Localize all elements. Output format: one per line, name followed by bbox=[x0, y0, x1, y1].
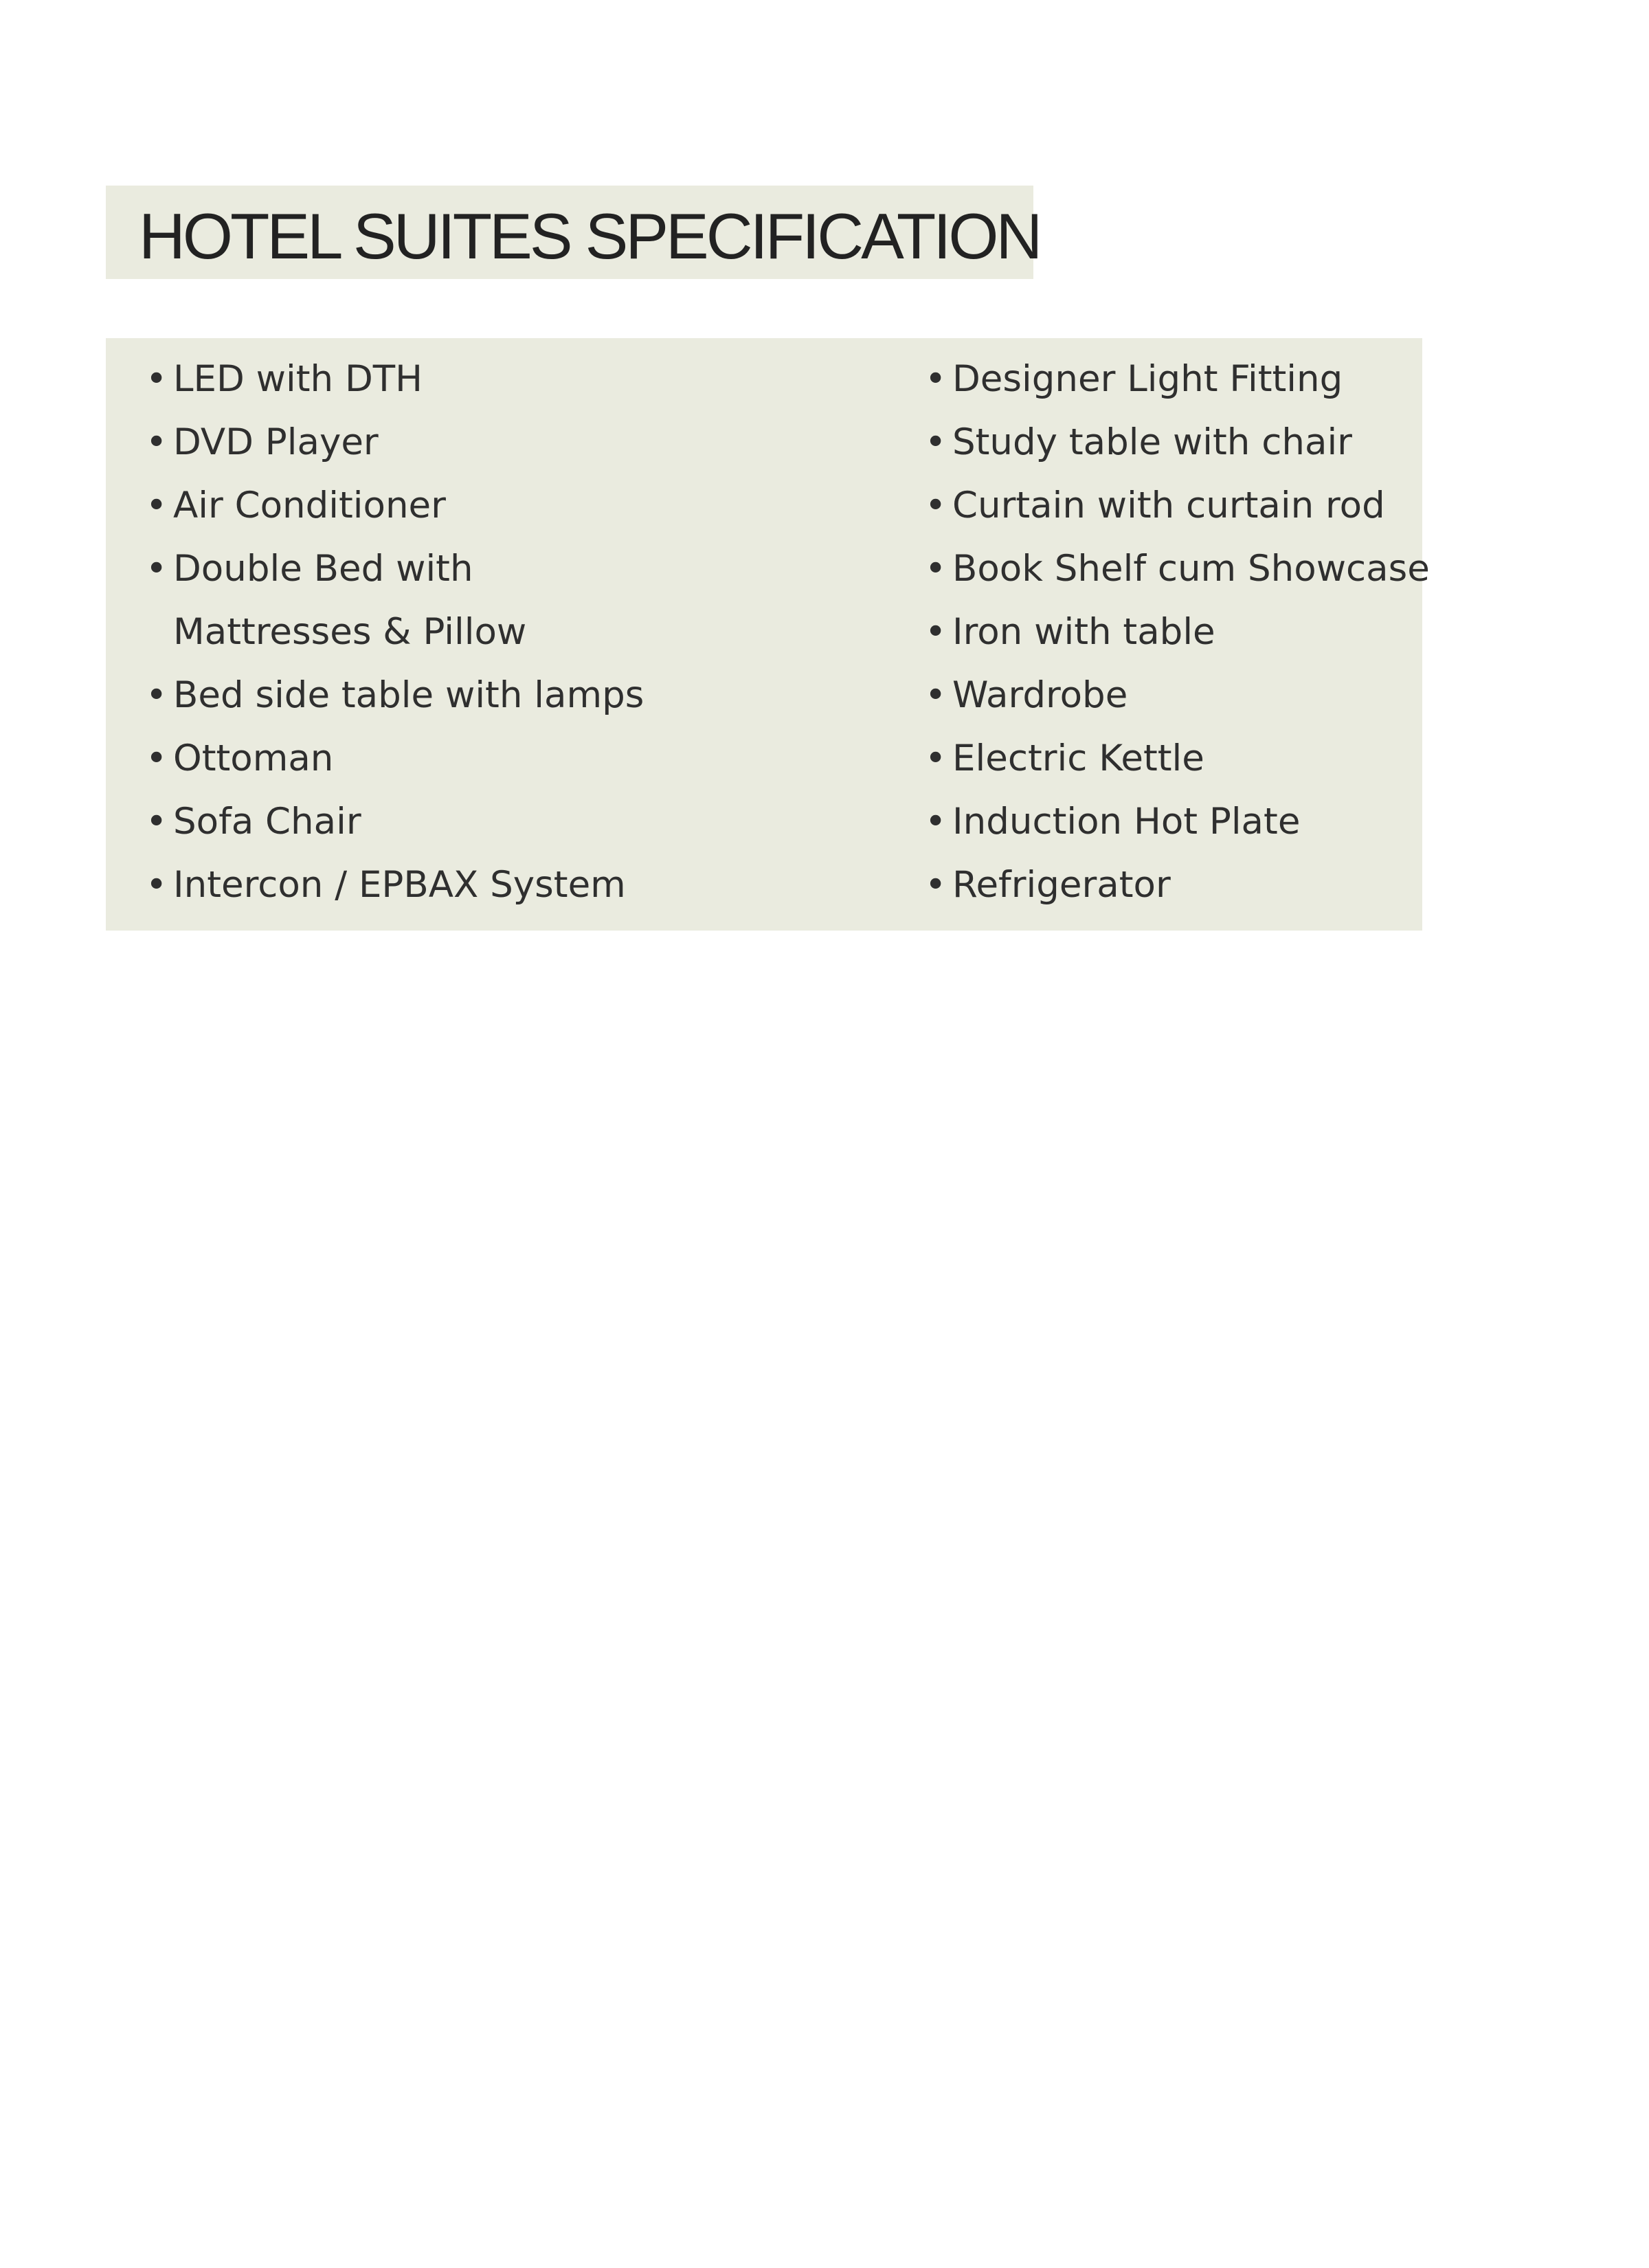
list-item-label: Induction Hot Plate bbox=[952, 801, 1301, 843]
bullet-icon: • bbox=[146, 737, 168, 779]
bullet-icon: • bbox=[925, 421, 947, 463]
list-item-label: Wardrobe bbox=[952, 674, 1128, 716]
list-item bbox=[146, 348, 644, 411]
list-item bbox=[146, 411, 644, 474]
bullet-icon: • bbox=[925, 801, 947, 843]
list-item bbox=[146, 537, 644, 664]
bullet-icon: • bbox=[146, 801, 168, 843]
bullet-icon: • bbox=[925, 864, 947, 906]
title-banner bbox=[106, 186, 1040, 279]
list-item bbox=[925, 727, 1430, 790]
bullet-icon: • bbox=[146, 358, 168, 400]
list-item-label: Refrigerator bbox=[952, 864, 1171, 906]
list-item-label: Book Shelf cum Showcase bbox=[952, 548, 1430, 590]
list-item bbox=[146, 727, 644, 790]
list-item bbox=[925, 348, 1430, 411]
list-item bbox=[146, 790, 644, 854]
page-title: HOTEL SUITES SPECIFICATION bbox=[139, 200, 1040, 272]
list-item bbox=[925, 411, 1430, 474]
spec-list-right bbox=[925, 348, 1430, 917]
list-item-label: Bed side table with lamps bbox=[173, 674, 644, 716]
specification-panel bbox=[106, 338, 1430, 931]
list-item-label: Study table with chair bbox=[952, 421, 1352, 463]
list-item-label: Intercon / EPBAX System bbox=[173, 864, 626, 906]
list-item-label: Double Bed with bbox=[173, 548, 473, 590]
bullet-icon: • bbox=[925, 611, 947, 653]
bullet-icon: • bbox=[925, 485, 947, 526]
bullet-icon: • bbox=[925, 674, 947, 716]
bullet-icon: • bbox=[146, 864, 168, 906]
list-item bbox=[925, 474, 1430, 537]
bullet-icon: • bbox=[925, 737, 947, 779]
list-item bbox=[925, 537, 1430, 601]
bullet-icon: • bbox=[925, 548, 947, 590]
list-item bbox=[925, 854, 1430, 917]
bullet-icon: • bbox=[146, 485, 168, 526]
list-item bbox=[925, 664, 1430, 727]
list-item-label: LED with DTH bbox=[173, 358, 423, 400]
list-item-label: Electric Kettle bbox=[952, 737, 1204, 779]
list-item bbox=[146, 854, 644, 917]
list-item bbox=[146, 474, 644, 537]
bullet-icon: • bbox=[146, 548, 168, 590]
list-item-label: Sofa Chair bbox=[173, 801, 361, 843]
list-item-label: Curtain with curtain rod bbox=[952, 485, 1385, 526]
list-item bbox=[146, 664, 644, 727]
list-item-label: Iron with table bbox=[952, 611, 1215, 653]
bullet-icon: • bbox=[146, 421, 168, 463]
list-item-label-continued: Mattresses & Pillow bbox=[173, 611, 527, 653]
bullet-icon: • bbox=[925, 358, 947, 400]
list-item-label: DVD Player bbox=[173, 421, 379, 463]
list-item-label: Ottoman bbox=[173, 737, 334, 779]
list-item-label: Designer Light Fitting bbox=[952, 358, 1343, 400]
list-item bbox=[925, 601, 1430, 664]
list-item-label: Air Conditioner bbox=[173, 485, 446, 526]
list-item bbox=[925, 790, 1430, 854]
spec-list-left bbox=[146, 348, 644, 917]
bullet-icon: • bbox=[146, 674, 168, 716]
